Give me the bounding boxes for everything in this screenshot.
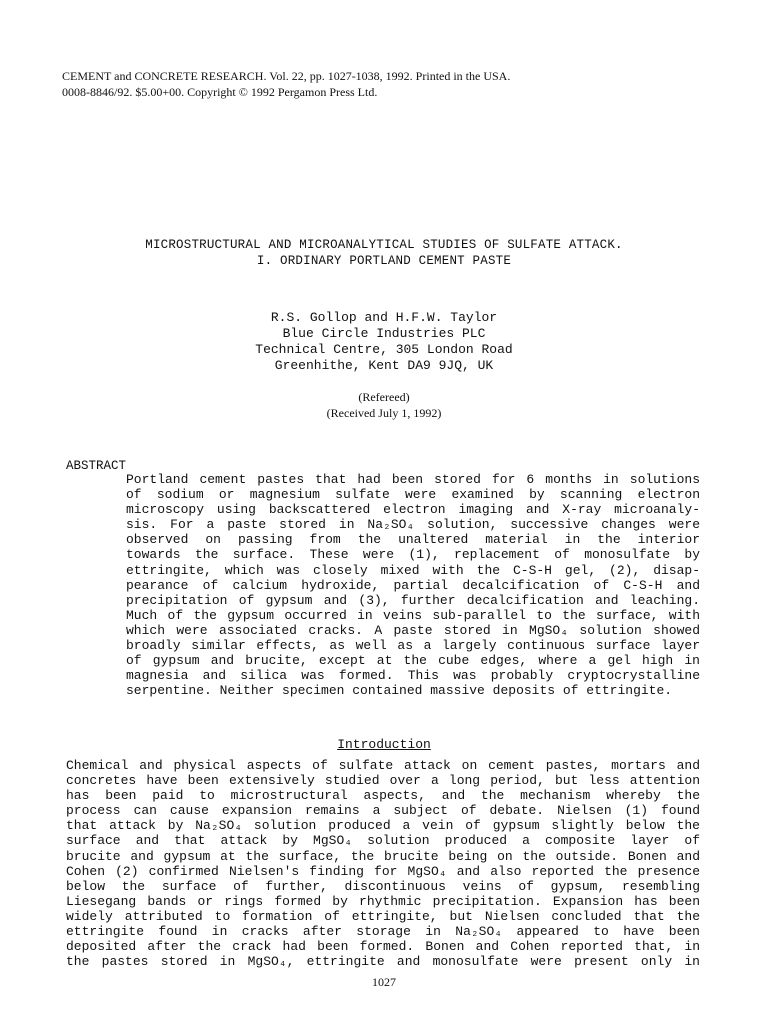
abstract-line: sis. For a paste stored in Na₂SO₄ solution, successive changes were (126, 517, 700, 533)
abstract-line: pearance of calcium hydroxide, partial decalcification of C-S-H and (126, 577, 700, 593)
refereed-block (0, 389, 768, 421)
abstract-line: Portland cement pastes that had been stored for 6 months in solutions (126, 472, 700, 487)
introduction-body (66, 758, 700, 969)
abstract-line: microscopy using backscattered electron imaging and X-ray microanaly- (126, 502, 700, 518)
intro-line: process can cause expansion remains a subject of debate. Nielsen (1) found (66, 803, 700, 819)
journal-copyright: 0008-8846/92. $5.00+00. Copyright © 1992 Pergamon Press Ltd. (62, 85, 378, 99)
intro-line: deposited after the crack had been formed. Bonen and Cohen reported that, in (66, 939, 700, 955)
intro-line: brucite and gypsum at the surface, the brucite being on the outside. Bonen and (66, 848, 700, 864)
paper-title (0, 237, 768, 269)
intro-line: has been paid to microstructural aspects, and the mechanism whereby the (66, 788, 700, 804)
author-affiliation: Blue Circle Industries PLC (282, 326, 486, 341)
abstract-line: of sodium or magnesium sulfate were examined by scanning electron (126, 487, 700, 503)
abstract-line: precipitation of gypsum and (3), further decalcification and leaching. (126, 592, 700, 608)
received-date: (Received July 1, 1992) (326, 406, 442, 420)
journal-citation: CEMENT and CONCRETE RESEARCH. Vol. 22, pp. 1027-1038, 1992. Printed in the USA. (62, 69, 511, 83)
abstract-line: magnesia and silica was formed. This was probably cryptocrystalline (126, 668, 700, 684)
author-address-1: Technical Centre, 305 London Road (255, 342, 513, 357)
abstract-line: which were associated cracks. A paste stored in MgSO₄ solution showed (126, 622, 700, 638)
author-block (0, 310, 768, 374)
journal-header (62, 68, 510, 100)
intro-line: below the surface of further, discontinuous veins of gypsum, resembling (66, 878, 700, 894)
abstract-line: towards the surface. These were (1), replacement of monosulfate by (126, 547, 700, 563)
intro-line: widely attributed to formation of ettringite, but Nielsen concluded that the (66, 908, 700, 924)
title-line-1: MICROSTRUCTURAL AND MICROANALYTICAL STUDIES OF SULFATE ATTACK. (145, 238, 623, 252)
intro-line: ettringite found in cracks after storage in Na₂SO₄ appeared to have been (66, 924, 700, 940)
intro-line: Chemical and physical aspects of sulfate attack on cement pastes, mortars and (66, 758, 700, 773)
refereed-status: (Refereed) (358, 390, 410, 404)
abstract-line: serpentine. Neither specimen contained massive deposits of ettringite. (126, 683, 673, 699)
abstract-line: observed on passing from the unaltered material in the interior (126, 532, 700, 548)
author-names: R.S. Gollop and H.F.W. Taylor (270, 310, 498, 325)
author-address-2: Greenhithe, Kent DA9 9JQ, UK (274, 358, 494, 373)
introduction-heading: Introduction (337, 737, 431, 752)
abstract-heading: ABSTRACT (66, 459, 127, 473)
abstract-line: of gypsum and brucite, except at the cube edges, where a gel high in (126, 653, 700, 669)
title-line-2: I. ORDINARY PORTLAND CEMENT PASTE (256, 254, 512, 268)
abstract-body (126, 472, 700, 698)
intro-line: the pastes stored in MgSO₄, ettringite and monosulfate were present only in (66, 954, 700, 970)
intro-line: that attack by Na₂SO₄ solution produced a vein of gypsum slightly below the (66, 818, 700, 834)
abstract-line: Much of the gypsum occurred in veins sub-parallel to the surface, with (126, 607, 700, 623)
abstract-line: ettringite, which was closely mixed with the C-S-H gel, (2), disap- (126, 562, 700, 578)
intro-line: concretes have been extensively studied over a long period, but less attention (66, 773, 700, 789)
page-number: 1027 (372, 975, 396, 989)
intro-line: surface and that attack by MgSO₄ solution produced a composite layer of (66, 833, 700, 849)
intro-line: Cohen (2) confirmed Nielsen's finding for MgSO₄ and also reported the presence (66, 863, 700, 879)
intro-line: Liesegang bands or rings formed by rhythmic precipitation. Expansion has been (66, 893, 700, 909)
abstract-line: broadly similar effects, as well as a largely continuous surface layer (126, 638, 700, 654)
